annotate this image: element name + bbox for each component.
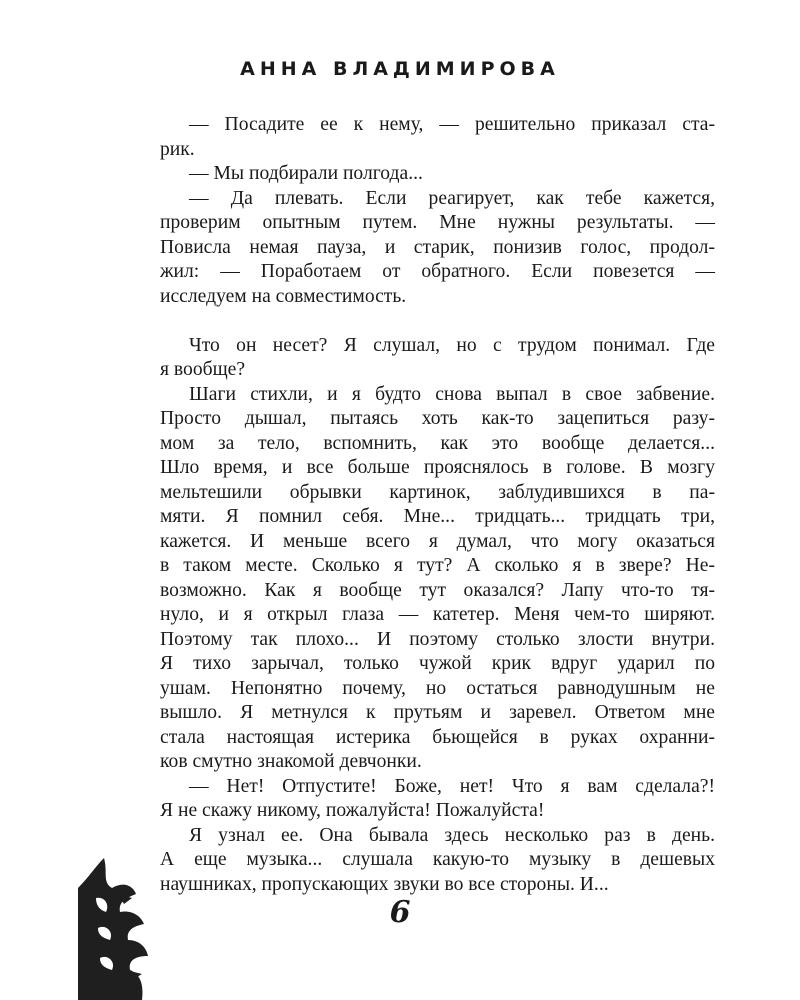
text-line: мельтешили обрывки картинок, заблудившихся в па- xyxy=(160,481,715,503)
running-header-author: АННА ВЛАДИМИРОВА xyxy=(240,58,560,80)
text-line: рик. xyxy=(160,138,195,160)
text-line: в таком месте. Сколько я тут? А сколько я в звере? Не- xyxy=(160,555,715,576)
text-line: Я тихо зарычал, только чужой крик вдруг ударил по xyxy=(160,653,715,674)
text-line: вышло. Я метнулся к прутьям и заревел. Ответом мне xyxy=(160,702,715,723)
tribal-paw-ornament-icon xyxy=(78,858,188,1000)
text-line: Что он несет? Я слушал, но с трудом понимал. Где xyxy=(189,334,715,356)
text-line: стала настоящая истерика бьющейся в руках охранни- xyxy=(160,726,715,748)
text-line: ков смутно знакомой девчонки. xyxy=(160,751,422,772)
text-line: возможно. Как я вообще тут оказался? Лапу что-то тя- xyxy=(160,579,715,601)
text-line: нуло, и я открыл глаза — катетер. Меня чем-то ширяют. xyxy=(160,604,715,625)
text-line: мом за тело, вспомнить, как это вообще делается... xyxy=(160,432,715,454)
body-text xyxy=(160,113,715,897)
text-line: Шаги стихли, и я будто снова выпал в свое забвение. xyxy=(189,383,715,405)
text-line: — Посадите ее к нему, — решительно приказал ста- xyxy=(189,114,715,135)
text-line: кажется. И меньше всего я думал, что могу оказаться xyxy=(160,530,715,552)
text-line: мяти. Я помнил себя. Мне... тридцать... тридцать три, xyxy=(160,506,715,527)
text-line: Просто дышал, пытаясь хоть как-то зацепиться разу- xyxy=(160,408,715,429)
text-line: Я не скажу никому, пожалуйста! Пожалуйста! xyxy=(160,800,545,821)
text-line: — Мы подбирали полгода... xyxy=(189,163,423,184)
text-line: я вообще? xyxy=(160,359,246,380)
text-line: ушам. Непонятно почему, но остаться равнодушным не xyxy=(160,677,715,699)
paragraph-gap xyxy=(160,309,715,334)
text-line: проверим опытным путем. Мне нужны результаты. — xyxy=(160,212,715,233)
page-number: 6 xyxy=(389,895,411,930)
text-line: — Да плевать. Если реагирует, как тебе кажется, xyxy=(189,187,715,209)
text-line: Шло время, и все больше прояснялось в голове. В мозгу xyxy=(160,457,715,478)
text-line: исследуем на совместимость. xyxy=(160,285,407,307)
text-line: — Нет! Отпустите! Боже, нет! Что я вам сделала?! xyxy=(189,775,715,797)
text-line: наушниках, пропускающих звуки во все стороны. И... xyxy=(160,873,609,895)
text-line: Я узнал ее. Она бывала здесь несколько раз в день. xyxy=(189,824,715,846)
text-line: Поэтому так плохо... И поэтому столько злости внутри. xyxy=(160,628,715,650)
text-line: жил: — Поработаем от обратного. Если повезется — xyxy=(160,261,715,282)
text-line: А еще музыка... слушала какую-то музыку в дешевых xyxy=(160,849,715,870)
text-line: Повисла немая пауза, и старик, понизив голос, продол- xyxy=(160,236,715,258)
